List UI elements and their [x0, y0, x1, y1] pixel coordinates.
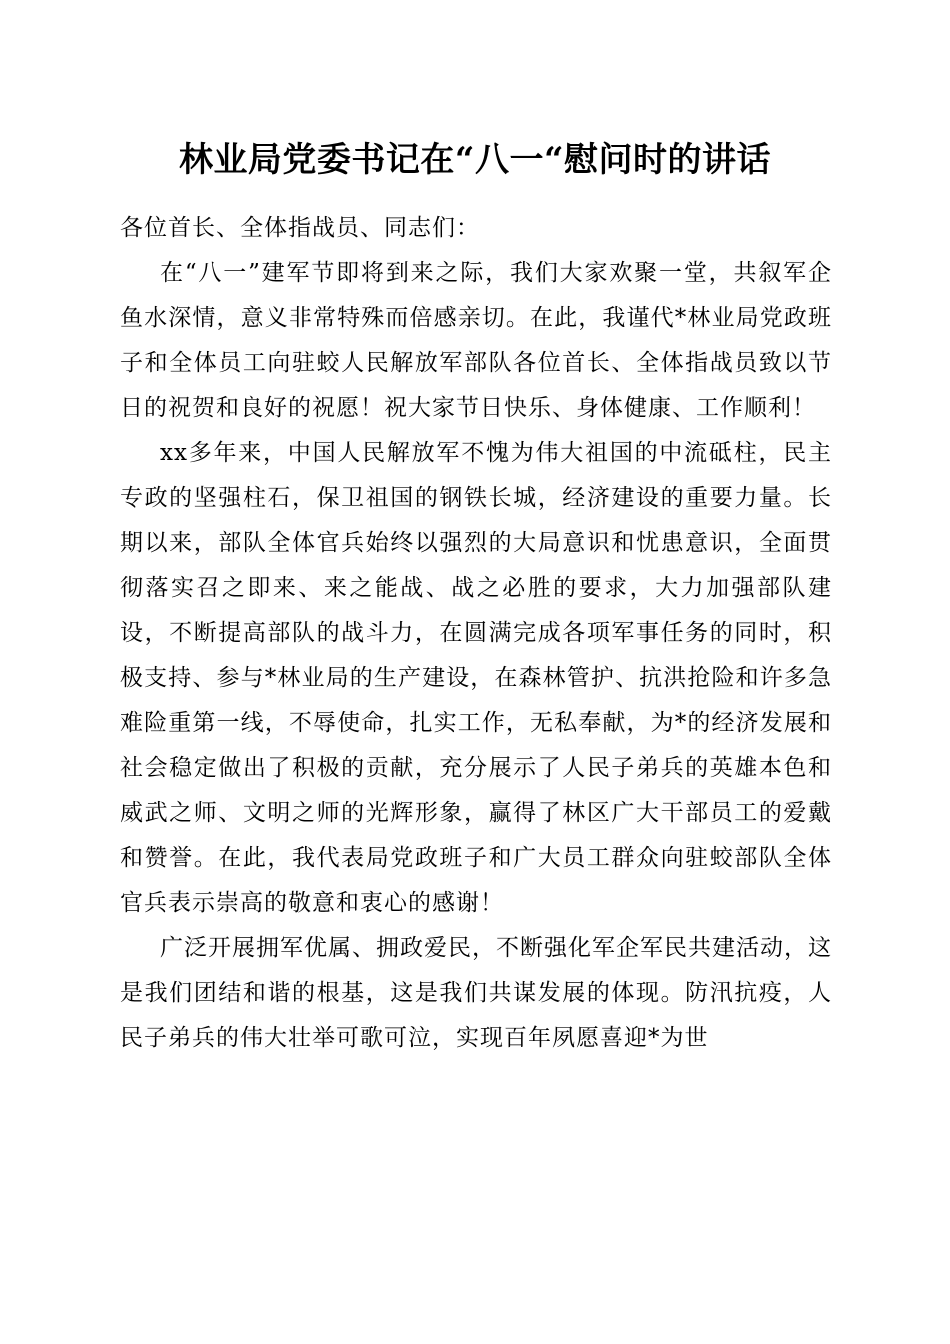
paragraph-2: xx多年来，中国人民解放军不愧为伟大祖国的中流砥柱，民主专政的坚强柱石，保卫祖国的钢铁长城，经济建设的重要力量。长期以来，部队全体官兵始终以强烈的大局意识和忧患意识，全面贯彻落实召之即来、来之能战、战之必胜的要求，大力加强部队建设，不断提高部队的战斗力，在圆满完成各项军事任务的同时，积极支持、参与*林业局的生产建设，在森林管护、抗洪抢险和许多急难险重第一线，不辱使命，扎实工作，无私奉献，为*的经济发展和社会稳定做出了积极的贡献，充分展示了人民子弟兵的英雄本色和威武之师、文明之师的光辉形象，赢得了林区广大干部员工的爱戴和赞誉。在此，我代表局党政班子和广大员工群众向驻蛟部队全体官兵表示崇高的敬意和衷心的感谢！ [120, 440, 832, 916]
document-body [120, 206, 832, 1061]
paragraph-3: 广泛开展拥军优属、拥政爱民，不断强化军企军民共建活动，这是我们团结和谐的根基，这是我们共谋发展的体现。防汛抗疫，人民子弟兵的伟大壮举可歌可泣，实现百年夙愿喜迎*为世 [120, 935, 832, 1051]
paragraph-1: 在“八一”建军节即将到来之际，我们大家欢聚一堂，共叙军企鱼水深情，意义非常特殊而倍感亲切。在此，我谨代*林业局党政班子和全体员工向驻蛟人民解放军部队各位首长、全体指战员致以节日的祝贺和良好的祝愿！祝大家节日快乐、身体健康、工作顺利！ [120, 260, 832, 421]
salutation: 各位首长、全体指战员、同志们： [120, 215, 480, 241]
document-title: 林业局党委书记在“八一“慰问时的讲话 [178, 140, 772, 180]
